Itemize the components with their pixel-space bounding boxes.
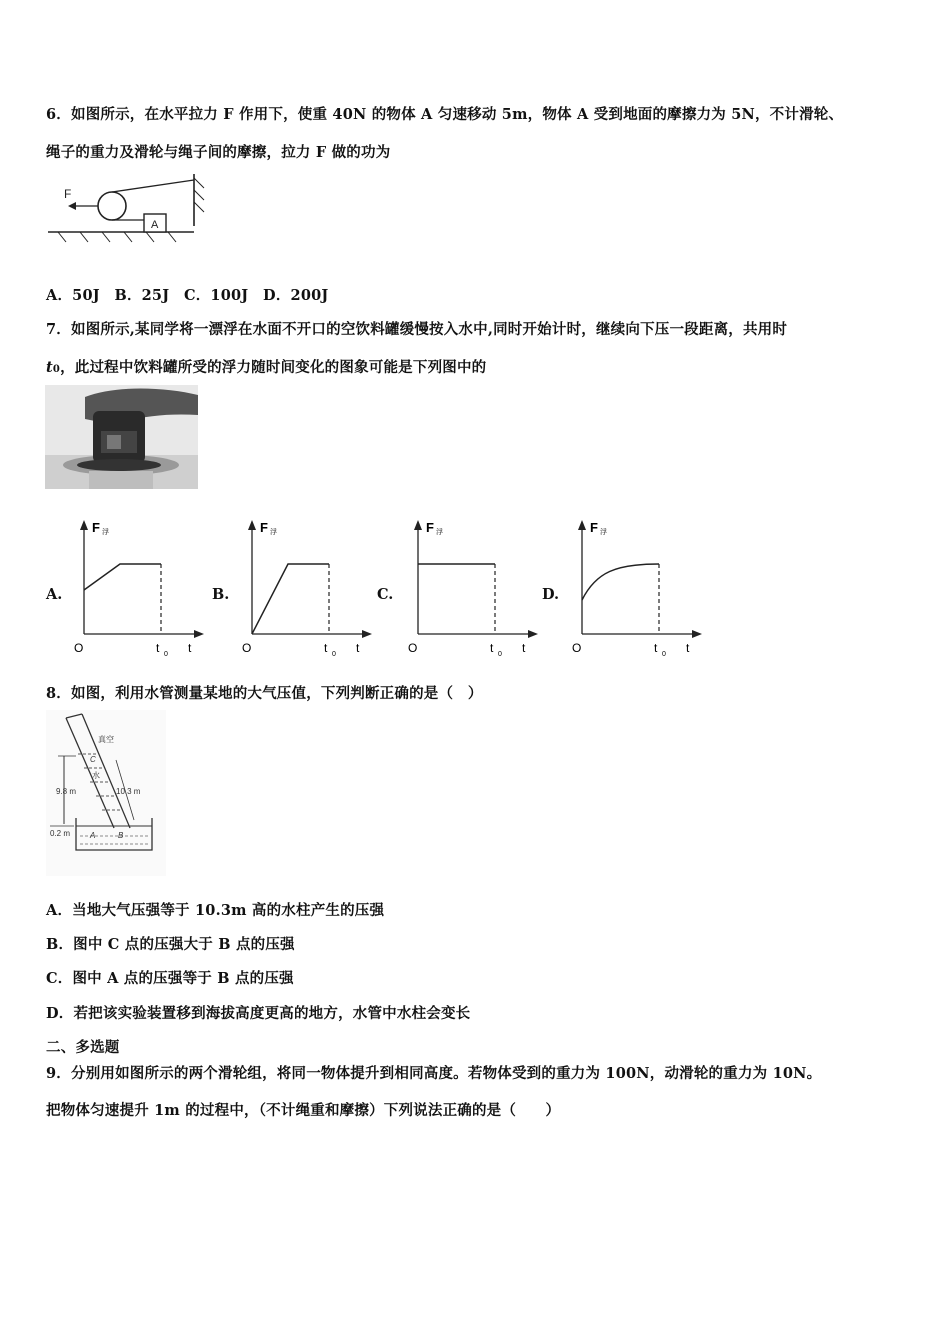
q7-graph-a <box>74 520 204 658</box>
graph-a-f-sub: 浮 <box>102 529 109 536</box>
graph-b-origin: O <box>242 641 252 655</box>
q8-water-label: 水 <box>92 771 100 780</box>
graph-d-t: t <box>686 641 690 655</box>
q7-stem-line2-rest: ，此过程中饮料罐所受的浮力随时间变化的图象可能是下列图中的 <box>60 359 487 376</box>
graph-b-t: t <box>356 641 360 655</box>
graph-d-origin: O <box>572 641 582 655</box>
q7-graph-b-label: B. <box>212 586 230 603</box>
graph-b-t0: t <box>324 641 328 655</box>
q7-stem-line1: 7．如图所示,某同学将一漂浮在水面不开口的空饮料罐缓慢按入水中,同时开始计时，继续向下压一段距离，共用时 <box>46 321 788 338</box>
q7-graph-d-label: D. <box>542 586 560 603</box>
q8-vacuum-label: 真空 <box>98 735 114 744</box>
q8-a-label: A <box>90 831 96 840</box>
graph-a-t0: t <box>156 641 160 655</box>
graph-d-t0: t <box>654 641 658 655</box>
q8-h2-label: 10.3 m <box>116 787 141 796</box>
q7-stem-line2 <box>46 356 486 377</box>
graph-a-t0-sub: 0 <box>164 651 168 658</box>
q7-graph-c-label: C. <box>377 586 394 603</box>
graph-a-t: t <box>188 641 192 655</box>
graph-a-f: F <box>92 520 100 535</box>
q7-graph-c <box>408 520 538 658</box>
q7-graphs <box>68 516 708 660</box>
q8-tube-figure <box>46 710 166 876</box>
q8-h3-label: 0.2 m <box>50 829 71 838</box>
q8-option-a: A．当地大气压强等于 10.3m 高的水柱产生的压强 <box>46 902 385 919</box>
graph-b-t0-sub: 0 <box>332 651 336 658</box>
q7-graph-d <box>572 520 702 658</box>
graph-a-origin: O <box>74 641 84 655</box>
q6-options: A．50J B．25J C．100J D．200J <box>46 287 329 304</box>
q6-pulley-figure <box>44 170 214 248</box>
graph-c-f-sub: 浮 <box>436 529 443 536</box>
q7-t-sub: 0 <box>52 364 61 375</box>
q8-c-label: C <box>90 755 96 764</box>
graph-d-f-sub: 浮 <box>600 529 607 536</box>
graph-c-f: F <box>426 520 434 535</box>
q8-stem: 8．如图，利用水管测量某地的大气压值，下列判断正确的是（ ） <box>46 685 483 702</box>
q8-h1-label: 9.8 m <box>56 787 77 796</box>
graph-d-f: F <box>590 520 598 535</box>
q8-option-b: B．图中 C 点的压强大于 B 点的压强 <box>46 936 295 953</box>
graph-c-origin: O <box>408 641 418 655</box>
graph-b-f-sub: 浮 <box>270 529 277 536</box>
q7-t-var: t <box>46 359 53 376</box>
q8-b-label: B <box>118 831 124 840</box>
section-heading-multi: 二、多选题 <box>46 1039 120 1056</box>
q7-graph-a-label: A. <box>46 586 63 603</box>
q9-stem-line1: 9．分别用如图所示的两个滑轮组，将同一物体提升到相同高度。若物体受到的重力为 100N，动滑轮的重力为 10N。 <box>46 1065 822 1082</box>
graph-c-t0: t <box>490 641 494 655</box>
graph-b-f: F <box>260 520 268 535</box>
graph-c-t0-sub: 0 <box>498 651 502 658</box>
q6-block-label: A <box>151 219 159 231</box>
q8-option-d: D．若把该实验装置移到海拔高度更高的地方，水管中水柱会变长 <box>46 1005 471 1022</box>
graph-c-t: t <box>522 641 526 655</box>
q7-photo <box>45 385 198 489</box>
graph-d-t0-sub: 0 <box>662 651 666 658</box>
q8-option-c: C．图中 A 点的压强等于 B 点的压强 <box>46 970 294 987</box>
q6-force-label: F <box>64 187 72 201</box>
q7-graph-b <box>242 520 372 658</box>
q6-stem-line1: 6．如图所示，在水平拉力 F 作用下，使重 40N 的物体 A 匀速移动 5m，物体 A 受到地面的摩擦力为 5N，不计滑轮、 <box>46 106 844 123</box>
q9-stem-line2: 把物体匀速提升 1m 的过程中，（不计绳重和摩擦）下列说法正确的是（ ） <box>46 1102 561 1119</box>
q6-stem-line2: 绳子的重力及滑轮与绳子间的摩擦，拉力 F 做的功为 <box>46 144 391 161</box>
